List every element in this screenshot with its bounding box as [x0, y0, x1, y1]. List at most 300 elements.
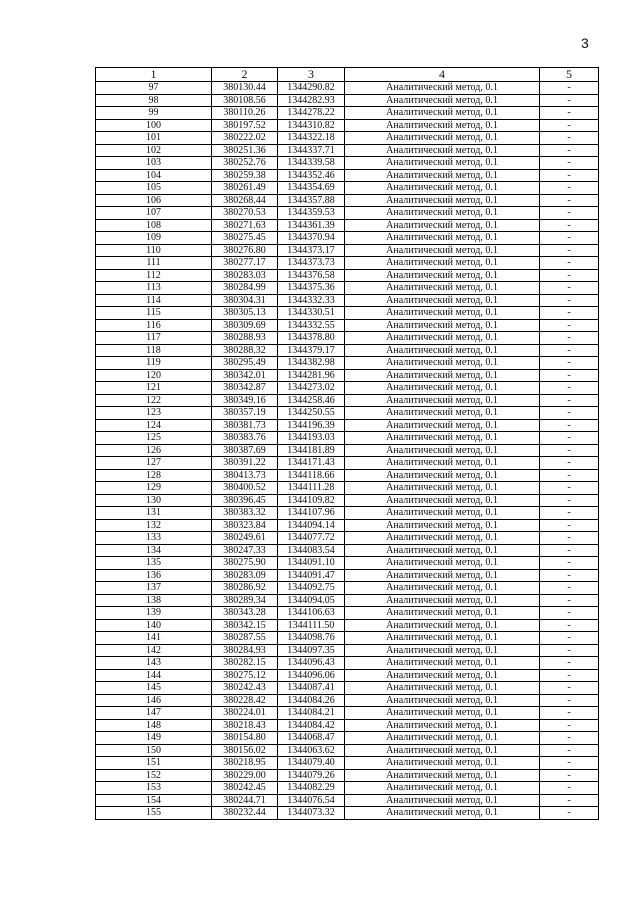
y-coordinate-cell: 1344332.33 — [278, 294, 345, 307]
point-number-cell: 133 — [96, 532, 212, 545]
x-coordinate-cell: 380108.56 — [212, 94, 278, 107]
y-coordinate-cell: 1344068.47 — [278, 732, 345, 745]
point-number-cell: 130 — [96, 494, 212, 507]
note-cell: - — [540, 632, 599, 645]
table-row — [96, 544, 599, 557]
method-cell: Аналитический метод, 0.1 — [345, 194, 540, 207]
point-number-cell: 110 — [96, 244, 212, 257]
x-coordinate-cell: 380381.73 — [212, 419, 278, 432]
note-cell: - — [540, 282, 599, 295]
note-cell: - — [540, 269, 599, 282]
table-row — [96, 294, 599, 307]
y-coordinate-cell: 1344098.76 — [278, 632, 345, 645]
method-cell: Аналитический метод, 0.1 — [345, 657, 540, 670]
point-number-cell: 154 — [96, 794, 212, 807]
method-cell: Аналитический метод, 0.1 — [345, 407, 540, 420]
y-coordinate-cell: 1344063.62 — [278, 744, 345, 757]
method-cell: Аналитический метод, 0.1 — [345, 557, 540, 570]
table-row — [96, 157, 599, 170]
x-coordinate-cell: 380271.63 — [212, 219, 278, 232]
column-header-5: 5 — [540, 68, 599, 82]
point-number-cell: 127 — [96, 457, 212, 470]
y-coordinate-cell: 1344332.55 — [278, 319, 345, 332]
note-cell: - — [540, 257, 599, 270]
method-cell: Аналитический метод, 0.1 — [345, 569, 540, 582]
method-cell: Аналитический метод, 0.1 — [345, 582, 540, 595]
note-cell: - — [540, 419, 599, 432]
point-number-cell: 146 — [96, 694, 212, 707]
note-cell: - — [540, 532, 599, 545]
y-coordinate-cell: 1344373.73 — [278, 257, 345, 270]
point-number-cell: 121 — [96, 382, 212, 395]
x-coordinate-cell: 380387.69 — [212, 444, 278, 457]
method-cell: Аналитический метод, 0.1 — [345, 769, 540, 782]
table-row — [96, 232, 599, 245]
table-row — [96, 119, 599, 132]
y-coordinate-cell: 1344082.29 — [278, 782, 345, 795]
y-coordinate-cell: 1344373.17 — [278, 244, 345, 257]
note-cell: - — [540, 544, 599, 557]
note-cell: - — [540, 569, 599, 582]
x-coordinate-cell: 380275.12 — [212, 669, 278, 682]
table-row — [96, 319, 599, 332]
table-row — [96, 582, 599, 595]
point-number-cell: 145 — [96, 682, 212, 695]
x-coordinate-cell: 380244.71 — [212, 794, 278, 807]
point-number-cell: 104 — [96, 169, 212, 182]
note-cell: - — [540, 607, 599, 620]
point-number-cell: 132 — [96, 519, 212, 532]
y-coordinate-cell: 1344378.80 — [278, 332, 345, 345]
table-row — [96, 457, 599, 470]
table-row — [96, 557, 599, 570]
table-row — [96, 269, 599, 282]
table-row — [96, 807, 599, 820]
point-number-cell: 101 — [96, 132, 212, 145]
x-coordinate-cell: 380197.52 — [212, 119, 278, 132]
point-number-cell: 138 — [96, 594, 212, 607]
y-coordinate-cell: 1344278.22 — [278, 107, 345, 120]
x-coordinate-cell: 380288.93 — [212, 332, 278, 345]
point-number-cell: 151 — [96, 757, 212, 770]
y-coordinate-cell: 1344087.41 — [278, 682, 345, 695]
method-cell: Аналитический метод, 0.1 — [345, 632, 540, 645]
method-cell: Аналитический метод, 0.1 — [345, 182, 540, 195]
note-cell: - — [540, 582, 599, 595]
x-coordinate-cell: 380276.80 — [212, 244, 278, 257]
method-cell: Аналитический метод, 0.1 — [345, 207, 540, 220]
table-row — [96, 182, 599, 195]
x-coordinate-cell: 380229.00 — [212, 769, 278, 782]
table-row — [96, 344, 599, 357]
y-coordinate-cell: 1344330.51 — [278, 307, 345, 320]
method-cell: Аналитический метод, 0.1 — [345, 244, 540, 257]
y-coordinate-cell: 1344282.93 — [278, 94, 345, 107]
point-number-cell: 115 — [96, 307, 212, 320]
x-coordinate-cell: 380289.34 — [212, 594, 278, 607]
point-number-cell: 118 — [96, 344, 212, 357]
column-header-2: 2 — [212, 68, 278, 82]
x-coordinate-cell: 380154.80 — [212, 732, 278, 745]
method-cell: Аналитический метод, 0.1 — [345, 744, 540, 757]
point-number-cell: 143 — [96, 657, 212, 670]
method-cell: Аналитический метод, 0.1 — [345, 132, 540, 145]
y-coordinate-cell: 1344084.21 — [278, 707, 345, 720]
x-coordinate-cell: 380283.09 — [212, 569, 278, 582]
y-coordinate-cell: 1344382.98 — [278, 357, 345, 370]
note-cell: - — [540, 107, 599, 120]
column-header-4: 4 — [345, 68, 540, 82]
column-header-3: 3 — [278, 68, 345, 82]
table-row — [96, 657, 599, 670]
table-row — [96, 469, 599, 482]
method-cell: Аналитический метод, 0.1 — [345, 319, 540, 332]
point-number-cell: 113 — [96, 282, 212, 295]
point-number-cell: 128 — [96, 469, 212, 482]
point-number-cell: 103 — [96, 157, 212, 170]
y-coordinate-cell: 1344084.42 — [278, 719, 345, 732]
point-number-cell: 105 — [96, 182, 212, 195]
y-coordinate-cell: 1344091.10 — [278, 557, 345, 570]
y-coordinate-cell: 1344073.32 — [278, 807, 345, 820]
note-cell: - — [540, 207, 599, 220]
note-cell: - — [540, 619, 599, 632]
table-row — [96, 194, 599, 207]
column-header-1: 1 — [96, 68, 212, 82]
method-cell: Аналитический метод, 0.1 — [345, 119, 540, 132]
x-coordinate-cell: 380275.45 — [212, 232, 278, 245]
table-row — [96, 257, 599, 270]
x-coordinate-cell: 380288.32 — [212, 344, 278, 357]
table-row — [96, 694, 599, 707]
y-coordinate-cell: 1344354.69 — [278, 182, 345, 195]
method-cell: Аналитический метод, 0.1 — [345, 469, 540, 482]
note-cell: - — [540, 482, 599, 495]
note-cell: - — [540, 694, 599, 707]
table-row — [96, 482, 599, 495]
point-number-cell: 153 — [96, 782, 212, 795]
point-number-cell: 117 — [96, 332, 212, 345]
note-cell: - — [540, 132, 599, 145]
note-cell: - — [540, 494, 599, 507]
x-coordinate-cell: 380218.95 — [212, 757, 278, 770]
note-cell: - — [540, 782, 599, 795]
method-cell: Аналитический метод, 0.1 — [345, 257, 540, 270]
x-coordinate-cell: 380304.31 — [212, 294, 278, 307]
point-number-cell: 100 — [96, 119, 212, 132]
table-row — [96, 94, 599, 107]
method-cell: Аналитический метод, 0.1 — [345, 344, 540, 357]
y-coordinate-cell: 1344196.39 — [278, 419, 345, 432]
y-coordinate-cell: 1344359.53 — [278, 207, 345, 220]
point-number-cell: 123 — [96, 407, 212, 420]
point-number-cell: 129 — [96, 482, 212, 495]
x-coordinate-cell: 380400.52 — [212, 482, 278, 495]
x-coordinate-cell: 380252.76 — [212, 157, 278, 170]
x-coordinate-cell: 380284.99 — [212, 282, 278, 295]
x-coordinate-cell: 380268.44 — [212, 194, 278, 207]
x-coordinate-cell: 380396.45 — [212, 494, 278, 507]
y-coordinate-cell: 1344092.75 — [278, 582, 345, 595]
table-row — [96, 107, 599, 120]
table-row — [96, 219, 599, 232]
y-coordinate-cell: 1344258.46 — [278, 394, 345, 407]
method-cell: Аналитический метод, 0.1 — [345, 269, 540, 282]
table-row — [96, 719, 599, 732]
note-cell: - — [540, 669, 599, 682]
method-cell: Аналитический метод, 0.1 — [345, 719, 540, 732]
x-coordinate-cell: 380342.01 — [212, 369, 278, 382]
x-coordinate-cell: 380251.36 — [212, 144, 278, 157]
point-number-cell: 107 — [96, 207, 212, 220]
table-row — [96, 619, 599, 632]
y-coordinate-cell: 1344084.26 — [278, 694, 345, 707]
note-cell: - — [540, 407, 599, 420]
table-row — [96, 669, 599, 682]
note-cell: - — [540, 657, 599, 670]
method-cell: Аналитический метод, 0.1 — [345, 457, 540, 470]
note-cell: - — [540, 644, 599, 657]
x-coordinate-cell: 380110.26 — [212, 107, 278, 120]
table-row — [96, 207, 599, 220]
point-number-cell: 150 — [96, 744, 212, 757]
point-number-cell: 99 — [96, 107, 212, 120]
y-coordinate-cell: 1344171.43 — [278, 457, 345, 470]
point-number-cell: 140 — [96, 619, 212, 632]
method-cell: Аналитический метод, 0.1 — [345, 807, 540, 820]
y-coordinate-cell: 1344097.35 — [278, 644, 345, 657]
method-cell: Аналитический метод, 0.1 — [345, 482, 540, 495]
x-coordinate-cell: 380287.55 — [212, 632, 278, 645]
note-cell: - — [540, 807, 599, 820]
method-cell: Аналитический метод, 0.1 — [345, 82, 540, 95]
point-number-cell: 98 — [96, 94, 212, 107]
note-cell: - — [540, 744, 599, 757]
method-cell: Аналитический метод, 0.1 — [345, 107, 540, 120]
table-row — [96, 169, 599, 182]
note-cell: - — [540, 82, 599, 95]
note-cell: - — [540, 144, 599, 157]
table-row — [96, 707, 599, 720]
point-number-cell: 102 — [96, 144, 212, 157]
note-cell: - — [540, 244, 599, 257]
y-coordinate-cell: 1344379.17 — [278, 344, 345, 357]
method-cell: Аналитический метод, 0.1 — [345, 169, 540, 182]
note-cell: - — [540, 182, 599, 195]
point-number-cell: 142 — [96, 644, 212, 657]
note-cell: - — [540, 769, 599, 782]
note-cell: - — [540, 369, 599, 382]
note-cell: - — [540, 169, 599, 182]
table-row — [96, 782, 599, 795]
x-coordinate-cell: 380391.22 — [212, 457, 278, 470]
method-cell: Аналитический метод, 0.1 — [345, 644, 540, 657]
note-cell: - — [540, 794, 599, 807]
note-cell: - — [540, 157, 599, 170]
point-number-cell: 134 — [96, 544, 212, 557]
coordinates-table — [95, 67, 599, 820]
x-coordinate-cell: 380261.49 — [212, 182, 278, 195]
method-cell: Аналитический метод, 0.1 — [345, 394, 540, 407]
y-coordinate-cell: 1344096.06 — [278, 669, 345, 682]
point-number-cell: 109 — [96, 232, 212, 245]
x-coordinate-cell: 380323.84 — [212, 519, 278, 532]
method-cell: Аналитический метод, 0.1 — [345, 294, 540, 307]
y-coordinate-cell: 1344339.58 — [278, 157, 345, 170]
point-number-cell: 141 — [96, 632, 212, 645]
note-cell: - — [540, 319, 599, 332]
y-coordinate-cell: 1344094.05 — [278, 594, 345, 607]
table-row — [96, 332, 599, 345]
point-number-cell: 114 — [96, 294, 212, 307]
table-row — [96, 244, 599, 257]
y-coordinate-cell: 1344096.43 — [278, 657, 345, 670]
x-coordinate-cell: 380156.02 — [212, 744, 278, 757]
table-row — [96, 82, 599, 95]
note-cell: - — [540, 219, 599, 232]
method-cell: Аналитический метод, 0.1 — [345, 419, 540, 432]
method-cell: Аналитический метод, 0.1 — [345, 694, 540, 707]
point-number-cell: 136 — [96, 569, 212, 582]
point-number-cell: 120 — [96, 369, 212, 382]
x-coordinate-cell: 380413.73 — [212, 469, 278, 482]
x-coordinate-cell: 380305.13 — [212, 307, 278, 320]
y-coordinate-cell: 1344376.58 — [278, 269, 345, 282]
x-coordinate-cell: 380275.90 — [212, 557, 278, 570]
method-cell: Аналитический метод, 0.1 — [345, 282, 540, 295]
table-row — [96, 757, 599, 770]
table-row — [96, 307, 599, 320]
y-coordinate-cell: 1344111.28 — [278, 482, 345, 495]
point-number-cell: 148 — [96, 719, 212, 732]
method-cell: Аналитический метод, 0.1 — [345, 144, 540, 157]
note-cell: - — [540, 519, 599, 532]
x-coordinate-cell: 380247.33 — [212, 544, 278, 557]
y-coordinate-cell: 1344094.14 — [278, 519, 345, 532]
note-cell: - — [540, 332, 599, 345]
note-cell: - — [540, 557, 599, 570]
method-cell: Аналитический метод, 0.1 — [345, 507, 540, 520]
point-number-cell: 125 — [96, 432, 212, 445]
method-cell: Аналитический метод, 0.1 — [345, 707, 540, 720]
note-cell: - — [540, 457, 599, 470]
note-cell: - — [540, 757, 599, 770]
table-row — [96, 282, 599, 295]
y-coordinate-cell: 1344375.36 — [278, 282, 345, 295]
x-coordinate-cell: 380342.15 — [212, 619, 278, 632]
y-coordinate-cell: 1344083.54 — [278, 544, 345, 557]
x-coordinate-cell: 380218.43 — [212, 719, 278, 732]
y-coordinate-cell: 1344079.40 — [278, 757, 345, 770]
table-row — [96, 632, 599, 645]
point-number-cell: 152 — [96, 769, 212, 782]
note-cell: - — [540, 232, 599, 245]
table-row — [96, 732, 599, 745]
y-coordinate-cell: 1344076.54 — [278, 794, 345, 807]
method-cell: Аналитический метод, 0.1 — [345, 794, 540, 807]
y-coordinate-cell: 1344079.26 — [278, 769, 345, 782]
method-cell: Аналитический метод, 0.1 — [345, 382, 540, 395]
method-cell: Аналитический метод, 0.1 — [345, 782, 540, 795]
method-cell: Аналитический метод, 0.1 — [345, 369, 540, 382]
point-number-cell: 112 — [96, 269, 212, 282]
y-coordinate-cell: 1344118.66 — [278, 469, 345, 482]
y-coordinate-cell: 1344357.88 — [278, 194, 345, 207]
method-cell: Аналитический метод, 0.1 — [345, 357, 540, 370]
method-cell: Аналитический метод, 0.1 — [345, 432, 540, 445]
x-coordinate-cell: 380343.28 — [212, 607, 278, 620]
note-cell: - — [540, 594, 599, 607]
x-coordinate-cell: 380282.15 — [212, 657, 278, 670]
method-cell: Аналитический метод, 0.1 — [345, 232, 540, 245]
note-cell: - — [540, 119, 599, 132]
y-coordinate-cell: 1344250.55 — [278, 407, 345, 420]
note-cell: - — [540, 432, 599, 445]
method-cell: Аналитический метод, 0.1 — [345, 332, 540, 345]
point-number-cell: 126 — [96, 444, 212, 457]
x-coordinate-cell: 380249.61 — [212, 532, 278, 545]
method-cell: Аналитический метод, 0.1 — [345, 157, 540, 170]
y-coordinate-cell: 1344290.82 — [278, 82, 345, 95]
page-number: 3 — [581, 35, 589, 51]
y-coordinate-cell: 1344322.18 — [278, 132, 345, 145]
y-coordinate-cell: 1344337.71 — [278, 144, 345, 157]
x-coordinate-cell: 380342.87 — [212, 382, 278, 395]
x-coordinate-cell: 380295.49 — [212, 357, 278, 370]
table-row — [96, 794, 599, 807]
method-cell: Аналитический метод, 0.1 — [345, 607, 540, 620]
point-number-cell: 122 — [96, 394, 212, 407]
method-cell: Аналитический метод, 0.1 — [345, 307, 540, 320]
method-cell: Аналитический метод, 0.1 — [345, 669, 540, 682]
note-cell: - — [540, 507, 599, 520]
method-cell: Аналитический метод, 0.1 — [345, 519, 540, 532]
point-number-cell: 131 — [96, 507, 212, 520]
x-coordinate-cell: 380283.03 — [212, 269, 278, 282]
table-row — [96, 569, 599, 582]
x-coordinate-cell: 380242.43 — [212, 682, 278, 695]
y-coordinate-cell: 1344193.03 — [278, 432, 345, 445]
point-number-cell: 144 — [96, 669, 212, 682]
y-coordinate-cell: 1344273.02 — [278, 382, 345, 395]
table-row — [96, 394, 599, 407]
method-cell: Аналитический метод, 0.1 — [345, 757, 540, 770]
y-coordinate-cell: 1344361.39 — [278, 219, 345, 232]
note-cell: - — [540, 719, 599, 732]
method-cell: Аналитический метод, 0.1 — [345, 94, 540, 107]
x-coordinate-cell: 380284.93 — [212, 644, 278, 657]
table-row — [96, 594, 599, 607]
table-row — [96, 357, 599, 370]
method-cell: Аналитический метод, 0.1 — [345, 682, 540, 695]
y-coordinate-cell: 1344181.89 — [278, 444, 345, 457]
point-number-cell: 111 — [96, 257, 212, 270]
table-row — [96, 444, 599, 457]
y-coordinate-cell: 1344111.50 — [278, 619, 345, 632]
point-number-cell: 149 — [96, 732, 212, 745]
note-cell: - — [540, 307, 599, 320]
point-number-cell: 155 — [96, 807, 212, 820]
x-coordinate-cell: 380357.19 — [212, 407, 278, 420]
point-number-cell: 124 — [96, 419, 212, 432]
x-coordinate-cell: 380383.32 — [212, 507, 278, 520]
method-cell: Аналитический метод, 0.1 — [345, 594, 540, 607]
note-cell: - — [540, 394, 599, 407]
point-number-cell: 137 — [96, 582, 212, 595]
point-number-cell: 119 — [96, 357, 212, 370]
table-row — [96, 644, 599, 657]
point-number-cell: 139 — [96, 607, 212, 620]
